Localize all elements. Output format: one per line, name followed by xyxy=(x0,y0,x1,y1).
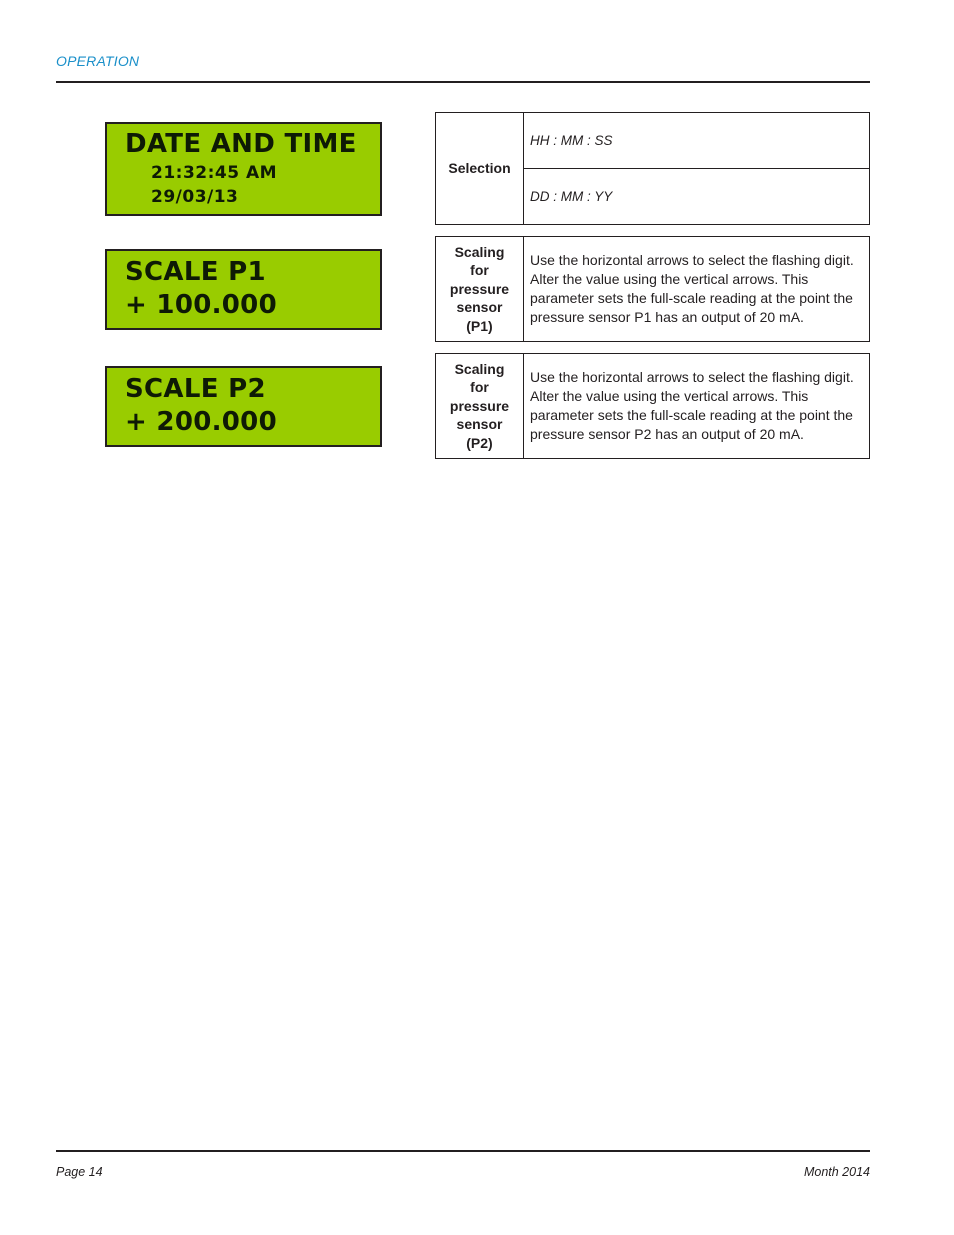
scale-p1-table xyxy=(435,236,870,342)
label-line: sensor xyxy=(456,299,503,316)
header-rule xyxy=(56,81,870,83)
lcd-date-and-time xyxy=(105,122,382,216)
table-row xyxy=(436,237,870,342)
selection-label: Selection xyxy=(436,113,524,225)
scale-p1-label xyxy=(436,237,524,342)
page-number: Page 14 xyxy=(56,1165,103,1179)
lcd-date-value: 29/03/13 xyxy=(151,187,239,207)
label-line: for xyxy=(470,379,489,396)
lcd-value: + 200.000 xyxy=(125,407,277,437)
label-line: (P2) xyxy=(466,434,493,451)
label-line: sensor xyxy=(456,416,503,433)
lcd-scale-p2 xyxy=(105,366,382,447)
lcd-scale-p1 xyxy=(105,249,382,330)
lcd-value: + 100.000 xyxy=(125,290,277,320)
selection-option-date: DD : MM : YY xyxy=(524,169,870,225)
footer-date: Month 2014 xyxy=(803,1165,870,1179)
scale-p2-table xyxy=(435,353,870,459)
label-line: pressure xyxy=(449,280,510,297)
table-row xyxy=(436,354,870,459)
footer-rule xyxy=(56,1150,870,1152)
label-line: Scaling xyxy=(454,360,505,377)
table-row xyxy=(436,113,870,169)
label-line: (P1) xyxy=(466,317,493,334)
selection-option-time: HH : MM : SS xyxy=(524,113,870,169)
section-header: OPERATION xyxy=(56,53,140,69)
lcd-title: SCALE P1 xyxy=(125,257,266,287)
label-line: for xyxy=(470,262,489,279)
label-line: pressure xyxy=(449,397,510,414)
scale-p2-label xyxy=(436,354,524,459)
lcd-title: SCALE P2 xyxy=(125,374,266,404)
selection-table xyxy=(435,112,870,225)
lcd-title: DATE AND TIME xyxy=(125,129,357,159)
lcd-time-value: 21:32:45 AM xyxy=(151,163,278,183)
label-line: Scaling xyxy=(454,243,505,260)
scale-p2-description: Use the horizontal arrows to select the flashing digit. Alter the value using the vertical arrows. This parameter sets the full-scale reading at the point the pressure sensor P2 has an output of 20 mA. xyxy=(524,354,870,459)
scale-p1-description: Use the horizontal arrows to select the flashing digit. Alter the value using the vertical arrows. This parameter sets the full-scale reading at the point the pressure sensor P1 has an output of 20 mA. xyxy=(524,237,870,342)
